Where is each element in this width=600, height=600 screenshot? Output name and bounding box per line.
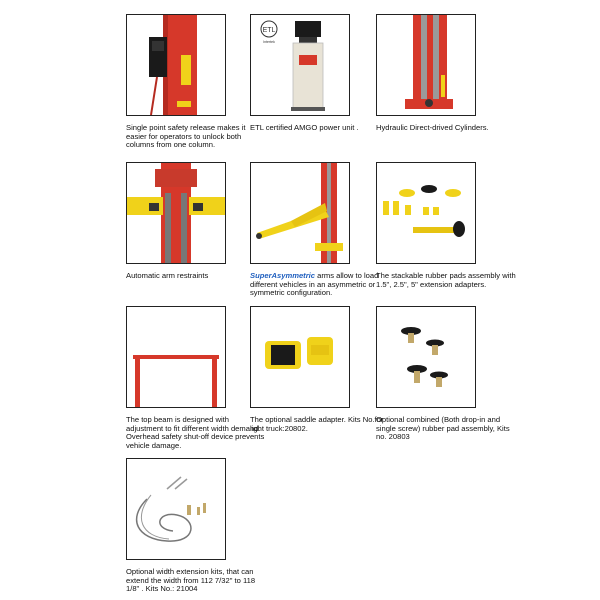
feature-card-top-beam <box>126 306 268 450</box>
width-extension-photo <box>126 458 226 560</box>
etl-logo: ETL <box>262 27 276 34</box>
feature-caption: Hydraulic Direct-drived Cylinders. <box>376 123 489 132</box>
feature-caption: Optional combined (Both drop-in and single screw) rubber pad assembly, Kits no. 20803 <box>376 415 510 442</box>
feature-caption: The optional saddle adapter. Kits No.for light truck:20802. <box>250 415 384 433</box>
safety-release-photo <box>126 14 226 116</box>
feature-card-arm-restraints <box>126 162 268 281</box>
feature-card-combined-pad <box>376 306 518 442</box>
feature-card-superasymmetric <box>250 162 392 298</box>
feature-caption: Optional width extension kits, that can extend the width from 112 7/32" to 118 1/8" . Kits No.: 21004 <box>126 567 256 594</box>
etl-sub: Intertek <box>263 40 275 44</box>
feature-card-power-unit <box>250 14 392 133</box>
combined-pad-photo <box>376 306 476 408</box>
cylinders-photo <box>376 14 476 116</box>
feature-caption: The stackable rubber pads assembly with 1.5", 2.5", 5" extension adapters. <box>376 271 516 289</box>
saddle-adapter-photo <box>250 306 350 408</box>
feature-caption: The top beam is designed with adjustment to fit different width demand. Overhead safety shut-off device prevents vehicle damage. <box>126 415 265 450</box>
top-beam-photo <box>126 306 226 408</box>
feature-card-saddle-adapter <box>250 306 392 433</box>
rubber-pads-photo <box>376 162 476 264</box>
arm-restraints-photo <box>126 162 226 264</box>
feature-caption: Automatic arm restraints <box>126 271 209 280</box>
power-unit-photo <box>250 14 350 116</box>
feature-card-safety-release <box>126 14 268 150</box>
superasymmetric-brand: SuperAsymmetric <box>250 271 315 280</box>
feature-caption: ETL certified AMGO power unit . <box>250 123 359 132</box>
feature-card-width-extension <box>126 458 268 594</box>
superasymmetric-text: arms allow to load different vehicles in an asymmetric or symmetric configuration. <box>250 271 379 298</box>
feature-caption: Single point safety release makes it easier for operators to unlock both columns from one column. <box>126 123 246 150</box>
feature-card-rubber-pads <box>376 162 518 289</box>
feature-caption <box>250 272 390 298</box>
superasymmetric-photo <box>250 162 350 264</box>
feature-card-cylinders <box>376 14 518 133</box>
